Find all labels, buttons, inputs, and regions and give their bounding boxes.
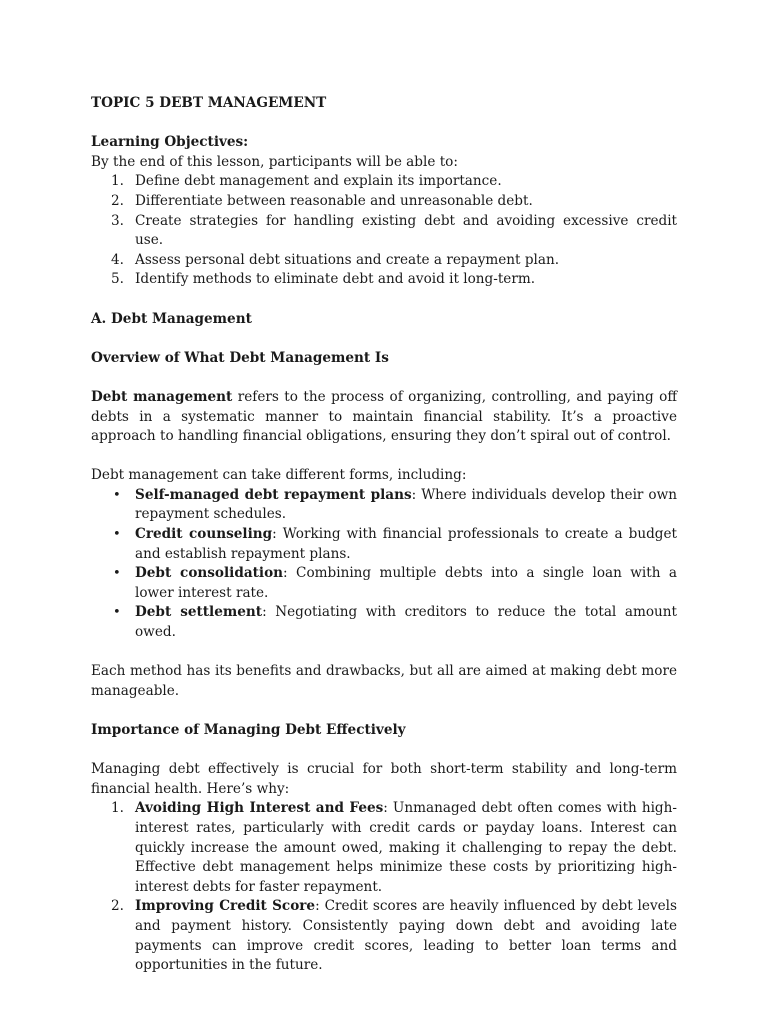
list-item-text: : Working with financial professionals to create a budget and establish repayment plans.: [135, 526, 677, 562]
list-marker: 1.: [111, 173, 124, 190]
debt-forms-list: [91, 486, 677, 643]
spacer: [91, 329, 677, 349]
list-item: [91, 212, 677, 251]
list-item-term: Improving Credit Score: [135, 898, 316, 915]
spacer: [91, 114, 677, 134]
methods-summary: Each method has its benefits and drawbacks, but all are aimed at making debt more manageable.: [91, 663, 677, 699]
list-item-text: Differentiate between reasonable and unreasonable debt.: [135, 192, 533, 209]
list-item: [91, 270, 677, 290]
list-item: [91, 564, 677, 603]
spacer: [91, 290, 677, 310]
list-item-text: Define debt management and explain its importance.: [135, 173, 502, 190]
spacer: [91, 701, 677, 721]
bullet-marker: •: [113, 605, 121, 621]
list-item: [91, 603, 677, 642]
list-item: [91, 192, 677, 212]
importance-heading: Importance of Managing Debt Effectively: [91, 722, 406, 738]
list-item-term: Avoiding High Interest and Fees: [135, 800, 384, 817]
list-item-text: : Combining multiple debts into a single loan with a lower interest rate.: [135, 565, 678, 601]
spacer: [91, 643, 677, 663]
learning-objectives-heading: Learning Objectives:: [91, 134, 249, 151]
bullet-marker: •: [113, 487, 121, 503]
list-item-text: Identify methods to eliminate debt and avoid it long-term.: [135, 271, 536, 288]
list-marker: 3.: [111, 212, 124, 229]
list-item-term: Self-managed debt repayment plans: [135, 486, 412, 503]
list-item-text: Assess personal debt situations and create a repayment plan.: [135, 251, 560, 268]
list-marker: 5.: [111, 271, 124, 288]
definition-paragraph: [91, 388, 677, 447]
list-item-term: Debt settlement: [135, 604, 263, 621]
bullet-marker: •: [113, 527, 121, 543]
definition-term: Debt management: [91, 388, 233, 405]
section-a-heading: A. Debt Management: [91, 310, 252, 327]
spacer: [91, 447, 677, 467]
list-marker: 2.: [111, 192, 124, 209]
list-item-text: : Credit scores are heavily influenced by debt levels and payment history. Consistently paying down debt and avoiding late payments can improve credit scores, leading to better loan terms and opportunities in the future.: [135, 898, 677, 974]
list-marker: 4.: [111, 251, 124, 268]
learning-objectives-intro: By the end of this lesson, participants will be able to:: [91, 153, 458, 170]
document-title: TOPIC 5 DEBT MANAGEMENT: [91, 95, 327, 111]
list-item: [91, 172, 677, 192]
list-item: [91, 251, 677, 271]
list-marker: 1.: [111, 800, 124, 817]
list-item-text: : Where individuals develop their own repayment schedules.: [135, 486, 677, 523]
importance-intro: Managing debt effectively is crucial for both short-term stability and long-term financial health. Here’s why:: [91, 761, 677, 797]
overview-heading: Overview of What Debt Management Is: [91, 349, 389, 366]
list-marker: 2.: [111, 898, 124, 915]
list-item-term: Debt consolidation: [135, 565, 284, 582]
spacer: [91, 368, 677, 388]
spacer: [91, 741, 677, 761]
bullet-marker: •: [113, 566, 121, 582]
list-item-term: Credit counseling: [135, 526, 273, 543]
list-item-text: : Unmanaged debt often comes with high-interest rates, particularly with credit cards or payday loans. Interest can quickly increase the amount owed, making it challenging to repay the debt. Effective debt management helps minimize these costs by prioritizing high-interest debts for faster repayment.: [135, 800, 677, 895]
list-item-text: : Negotiating with creditors to reduce the total amount owed.: [135, 604, 677, 641]
list-item: [91, 525, 677, 564]
list-item: [91, 897, 677, 975]
list-item: [91, 486, 677, 525]
importance-list: [91, 799, 677, 975]
list-item-text: Create strategies for handling existing debt and avoiding excessive credit use.: [135, 212, 677, 249]
forms-intro: Debt management can take different forms, including:: [91, 467, 467, 484]
list-item: [91, 799, 677, 897]
learning-objectives-list: [91, 172, 677, 290]
definition-text: refers to the process of organizing, controlling, and paying off debts in a systematic manner to maintain financial stability. It’s a proactive approach to handling financial obligations, ensuring they don’t spiral out of control.: [91, 388, 678, 445]
